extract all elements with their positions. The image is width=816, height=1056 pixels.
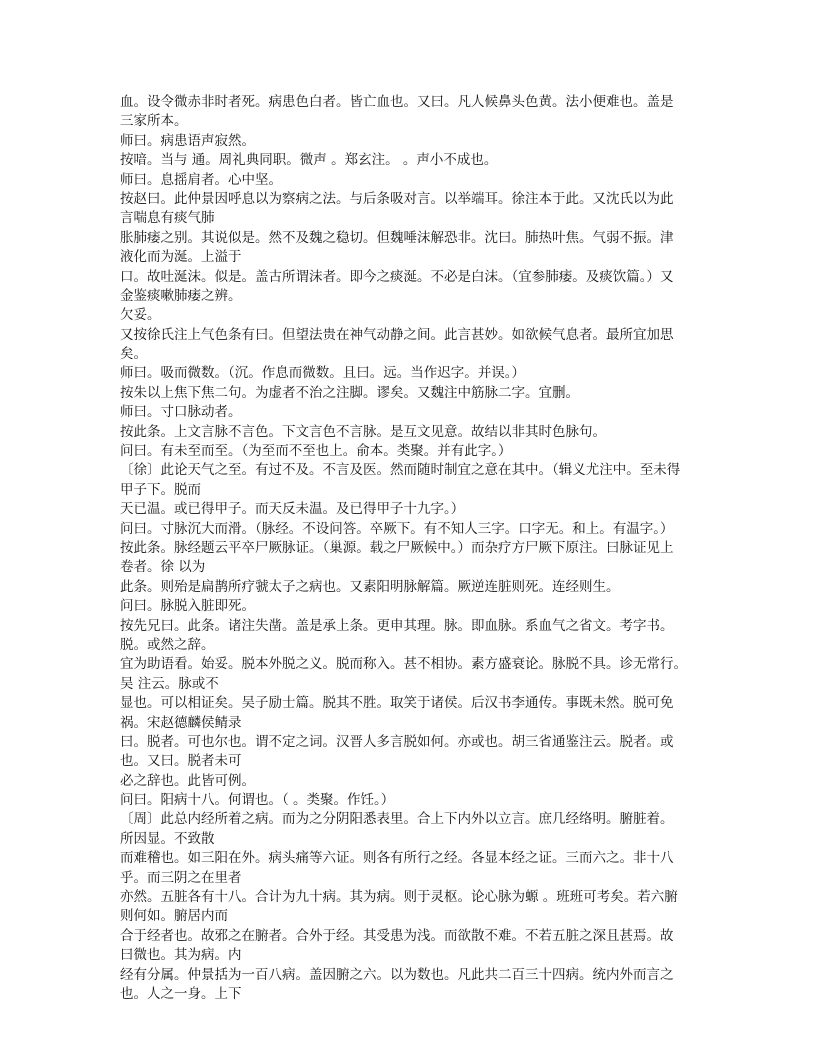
- text-line: 师曰。寸口脉动者。: [120, 404, 242, 421]
- text-line: 按先兄曰。此条。诸注失凿。盖是承上条。更申其理。脉。即血脉。系血气之省文。考字书。: [120, 617, 674, 634]
- text-line: 所因显。不致散: [120, 830, 215, 847]
- text-line: 师曰。吸而微数。（沉。作息而微数。且曰。远。当作迟字。并误。）: [120, 365, 525, 382]
- text-line: 甲子下。脱而: [120, 481, 201, 498]
- text-line: 欠妥。: [120, 307, 161, 324]
- text-line: 曰。脱者。可也尔也。谓不定之词。汉晋人多言脱如何。亦或也。胡三省通鉴注云。脱者。或: [120, 733, 674, 750]
- text-line: 必之辞也。此皆可例。: [120, 772, 255, 789]
- text-line: 三家所本。: [120, 113, 188, 130]
- text-line: 师曰。息摇肩者。心中坚。: [120, 171, 282, 188]
- text-line: 显也。可以相证矣。吴子励士篇。脱其不胜。取笑于诸侯。后汉书李通传。事既未然。脱可免: [120, 695, 674, 712]
- text-line: 金鉴痰嗽肺痿之辨。: [120, 287, 242, 304]
- text-line: 师曰。病患语声寂然。: [120, 132, 255, 149]
- text-line: 天已温。或已得甲子。而天反未温。及已得甲子十九字。）: [120, 501, 465, 518]
- text-line: 而难稽也。如三阳在外。病头痛等六证。则各有所行之经。各显本经之证。三而六之。非十八: [120, 850, 674, 867]
- text-line: 言喘息有痰气肺: [120, 210, 215, 227]
- text-line: 吴 注云。脉或不: [120, 675, 219, 692]
- text-body: [120, 93, 702, 1004]
- text-line: 脱。或然之辞。: [120, 636, 215, 653]
- text-line: 问曰。寸脉沉大而滑。（脉经。不设问答。卒厥下。有不知人三字。口字无。和上。有温字。）: [120, 520, 674, 537]
- text-line: 按赵曰。此仲景因呼息以为察病之法。与后条吸对言。以举端耳。徐注本于此。又沈氏以为此: [120, 190, 674, 207]
- text-line: 乎。而三阴之在里者: [120, 869, 242, 886]
- text-line: 也。又曰。脱者未可: [120, 753, 242, 770]
- text-line: 按喑。当与 通。周礼典同职。微声 。郑玄注。 。声小不成也。: [120, 152, 498, 169]
- text-line: 经有分属。仲景括为一百八病。盖因腑之六。以为数也。凡此共二百三十四病。统内外而言之: [120, 966, 674, 983]
- text-line: 卷者。徐 以为: [120, 559, 206, 576]
- text-line: 又按徐氏注上气色条有曰。但望法贵在神气动静之间。此言甚妙。如欲候气息者。最所宜加思: [120, 326, 674, 343]
- text-line: 〔徐〕此论天气之至。有过不及。不言及医。然而随时制宜之意在其中。（辑义尤注中。至未得: [120, 462, 681, 479]
- text-line: 〔周〕此总内经所着之病。而为之分阴阳悉表里。合上下内外以立言。庶几经络明。腑脏着。: [120, 811, 674, 828]
- text-line: 血。设令微赤非时者死。病患色白者。皆亡血也。又曰。凡人候鼻头色黄。法小便难也。盖是: [120, 94, 674, 110]
- text-line: 亦然。五脏各有十八。合计为九十病。其为病。则于灵枢。论心脉为螈 。班班可考矣。若六腑: [120, 889, 678, 906]
- text-line: 胀肺痿之别。其说似是。然不及魏之稳切。但魏唾沫解恐非。沈曰。肺热叶焦。气弱不振。津: [120, 229, 674, 246]
- text-line: 问曰。脉脱入脏即死。: [120, 598, 255, 615]
- text-line: 液化而为涎。上溢于: [120, 249, 242, 266]
- text-line: 曰微也。其为病。内: [120, 947, 242, 964]
- text-line: 问曰。有未至而至。（为至而不至也上。俞本。类聚。并有此字。）: [120, 443, 512, 460]
- text-line: 此条。则殆是扁鹊所疗虢太子之病也。又素阳明脉解篇。厥逆连脏则死。连经则生。: [120, 578, 620, 595]
- text-line: 则何如。腑居内而: [120, 908, 228, 925]
- text-line: 宜为助语看。始妥。脱本外脱之义。脱而称入。甚不相协。素方盛衰论。脉脱不具。诊无常行。: [120, 656, 687, 673]
- text-line: 口。故吐涎沫。似是。盖古所谓沫者。即今之痰涎。不必是白沫。（宜参肺痿。及痰饮篇。）又: [120, 268, 674, 285]
- text-line: 合于经者也。故邪之在腑者。合外于经。其受患为浅。而欲散不难。不若五脏之深且甚焉。故: [120, 927, 674, 944]
- text-line: 问曰。阳病十八。何谓也。（ 。类聚。作饪。）: [120, 792, 395, 809]
- text-line: 矣。: [120, 346, 147, 363]
- text-line: 也。人之一身。上下: [120, 985, 242, 1002]
- text-line: 按此条。脉经题云平卒尸厥脉证。（巢源。载之尸厥候中。）而杂疗方尸厥下原注。曰脉证见上: [120, 539, 674, 556]
- text-line: 按此条。上文言脉不言色。下文言色不言脉。是互文见意。故结以非其时色脉句。: [120, 423, 606, 440]
- text-line: 祸。宋赵德麟侯鲭录: [120, 714, 242, 731]
- text-line: 按朱以上焦下焦二句。为虚者不治之注脚。谬矣。又魏注中筋脉二字。宜删。: [120, 384, 579, 401]
